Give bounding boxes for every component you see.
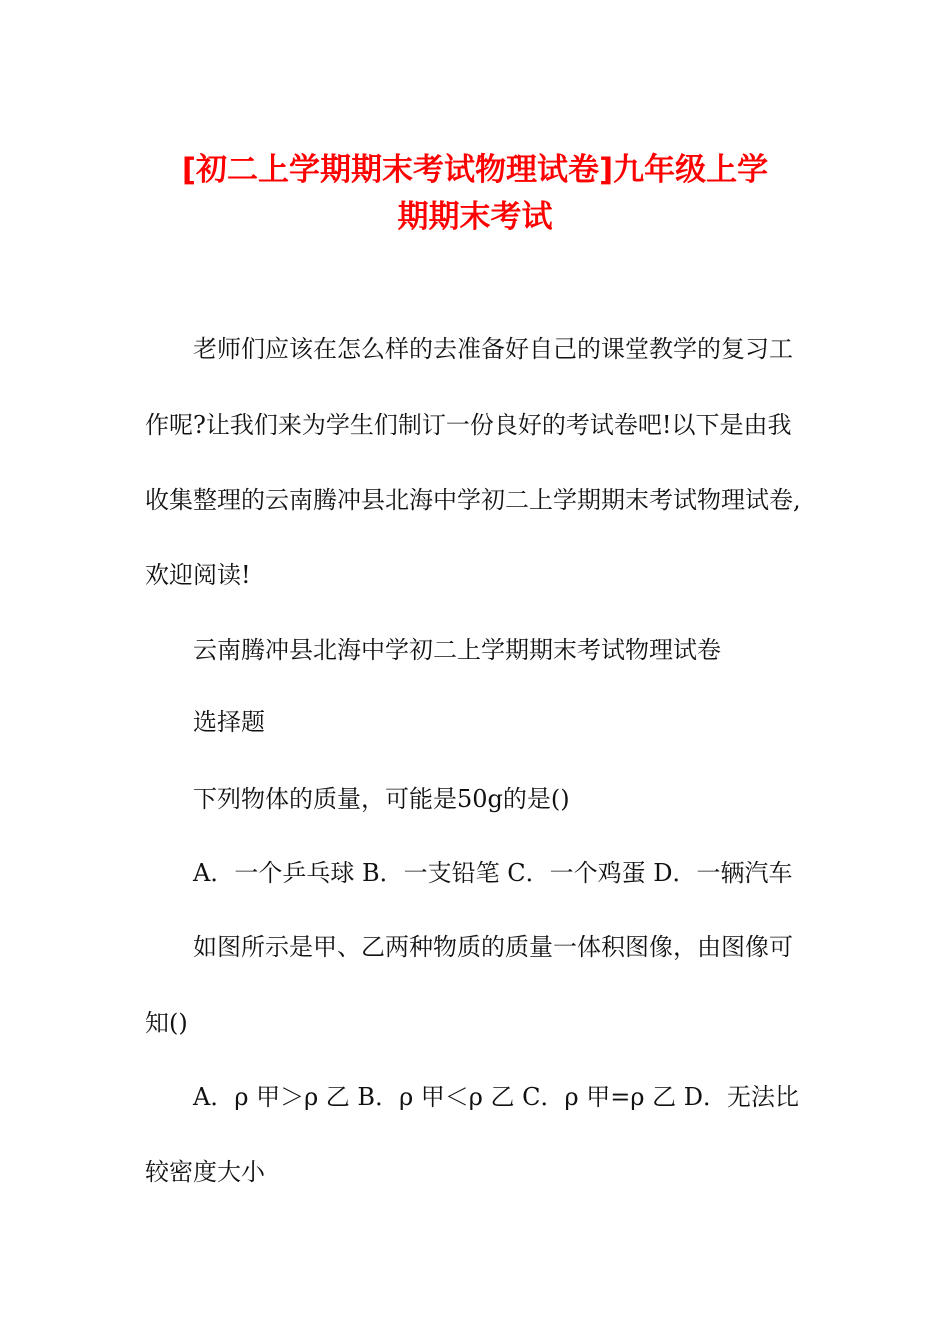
question-2-text-line-1: 如图所示是甲、乙两种物质的质量一体积图像，由图像可 — [193, 933, 793, 961]
section-heading-choice: 选择题 — [193, 708, 265, 736]
question-2-options-line-2: 较密度大小 — [145, 1158, 265, 1186]
paragraph-intro-line-3: 收集整理的云南腾冲县北海中学初二上学期期末考试物理试卷, — [145, 486, 801, 514]
question-2-text-line-2: 知() — [145, 1009, 188, 1037]
question-2-options-line-1: A．ρ 甲＞ρ 乙 B．ρ 甲＜ρ 乙 C．ρ 甲=ρ 乙 D．无法比 — [193, 1083, 799, 1111]
document-title-line-1: [初二上学期期末考试物理试卷]九年级上学 — [181, 152, 769, 188]
paragraph-intro-line-4: 欢迎阅读! — [145, 561, 251, 589]
exam-heading: 云南腾冲县北海中学初二上学期期末考试物理试卷 — [193, 636, 721, 664]
question-1-text: 下列物体的质量，可能是50g的是() — [193, 785, 570, 813]
paragraph-intro-line-1: 老师们应该在怎么样的去准备好自己的课堂教学的复习工 — [193, 335, 793, 363]
paragraph-intro-line-2: 作呢?让我们来为学生们制订一份良好的考试卷吧!以下是由我 — [145, 411, 792, 439]
document-title-line-2: 期期末考试 — [397, 199, 553, 235]
question-1-options: A．一个乒乓球 B．一支铅笔 C．一个鸡蛋 D．一辆汽车 — [193, 859, 793, 887]
